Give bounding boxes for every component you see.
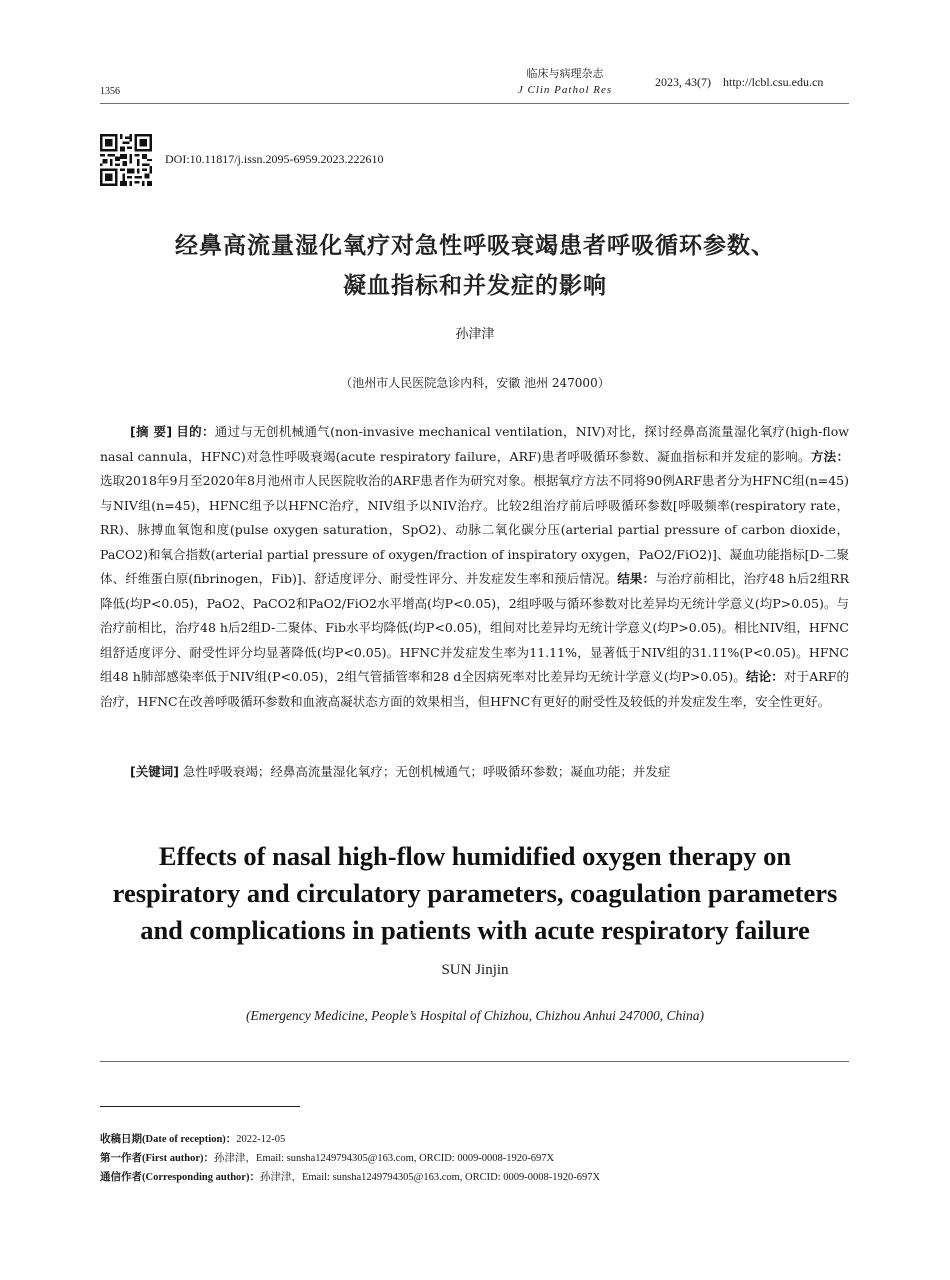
results-label: 结果： <box>617 571 656 586</box>
journal-name-cn: 临床与病理杂志 <box>526 67 604 80</box>
title-cn <box>100 226 850 306</box>
reception-value: 2022-12-05 <box>236 1134 286 1145</box>
affiliation-cn: （池州市人民医院急诊内科，安徽 池州 247000） <box>340 376 610 390</box>
footnotes <box>100 1130 600 1187</box>
title-en-line: respiratory and circulatory parameters, coagulation parameters <box>112 878 838 908</box>
header-rule <box>100 103 849 104</box>
section-rule <box>100 1061 849 1062</box>
corresponding-author-value: 孙津津，Email: sunsha1249794305@163.com, ORCID: 0009-0008-1920-697X <box>259 1172 601 1183</box>
title-en <box>80 838 870 949</box>
corresponding-author-label: 通信作者(Corresponding author)： <box>100 1172 260 1183</box>
issue-info <box>655 75 823 90</box>
footnote-first-author <box>100 1149 600 1168</box>
author-cn: 孙津津 <box>455 327 495 342</box>
abstract-label: [摘 要] <box>130 424 173 439</box>
title-en-line: and complications in patients with acute respiratory failure <box>140 915 810 945</box>
qr-code-icon <box>100 134 152 186</box>
methods-label: 方法： <box>810 448 849 464</box>
issue-number: 2023, 43(7) <box>655 75 711 89</box>
doi[interactable]: DOI:10.11817/j.issn.2095-6959.2023.222610 <box>165 152 384 166</box>
abstract <box>100 420 849 714</box>
author-en: SUN Jinjin <box>441 962 509 978</box>
keywords-label: [关键词] <box>130 764 179 779</box>
journal-name-en: J Clin Pathol Res <box>517 84 613 96</box>
title-en-line: Effects of nasal high-flow humidified oxygen therapy on <box>158 841 792 871</box>
footnote-corresponding-author <box>100 1168 600 1187</box>
footnote-rule <box>100 1106 300 1107</box>
title-cn-line: 经鼻高流量湿化氧疗对急性呼吸衰竭患者呼吸循环参数、 <box>175 233 775 259</box>
affiliation-en: (Emergency Medicine, People’s Hospital of Chizhou, Chizhou Anhui 247000, China) <box>246 1008 704 1023</box>
first-author-value: 孙津津，Email: sunsha1249794305@163.com, ORCID: 0009-0008-1920-697X <box>214 1153 555 1164</box>
keywords <box>130 762 850 780</box>
results-text: 与治疗前相比，治疗48 h后2组RR降低(均P<0.05)，PaO2、PaCO2和PaO2/FiO2水平增高(均P<0.05)，2组呼吸与循环参数对比差异均无统计学意义(均P>0.05)。与治疗前相比，治疗48 h后2组D-二聚体、Fib水平均降低(均P<0.05)，组间对比差异均无统计学意义(均P>0.05)。相比NIV组，HFNC组舒适度评分、耐受性评分均显著降低(均P<0.05)。HFNC并发症发生率为11.11%，显著低于NIV组的31.11%(P<0.05)。HFNC组48 h肺部感染率低于NIV组(P<0.05)，2组气管插管率和28 d全因病死率对比差异均无统计学意义(均P>0.05)。 <box>100 571 849 684</box>
objective-text: 通过与无创机械通气(non-invasive mechanical ventilation，NIV)对比，探讨经鼻高流量湿化氧疗(high-flow nasal cannula，HFNC)对急性呼吸衰竭(acute respiratory failure，ARF)患者呼吸循环参数、凝血指标和并发症的影响。 <box>100 424 849 464</box>
conclusion-label: 结论： <box>745 669 784 684</box>
footnote-reception <box>100 1130 600 1149</box>
objective-label: 目的： <box>176 424 215 439</box>
methods-text: 选取2018年9月至2020年8月池州市人民医院收治的ARF患者作为研究对象。根据氧疗方法不同将90例ARF患者分为HFNC组(n=45)与NIV组(n=45)，HFNC组予以HFNC治疗，NIV组予以NIV治疗。比较2组治疗前后呼吸循环参数[呼吸频率(respiratory rate，RR)、脉搏血氧饱和度(pulse oxygen saturation，SpO2)、动脉二氧化碳分压(arterial partial pressure of carbon dioxide，PaCO2)和氧合指数(arterial partial pressure of oxygen/fraction of inspiratory oxygen，PaO2/FiO2)]、凝血功能指标[D-二聚体、纤维蛋白原(fibrinogen，Fib)]、舒适度评分、耐受性评分、并发症发生率和预后情况。 <box>100 473 849 586</box>
title-cn-line: 凝血指标和并发症的影响 <box>343 273 607 299</box>
journal-name <box>490 66 640 98</box>
journal-url[interactable]: http://lcbl.csu.edu.cn <box>723 75 824 89</box>
reception-label: 收稿日期(Date of reception)： <box>100 1134 237 1145</box>
keywords-text: 急性呼吸衰竭；经鼻高流量湿化氧疗；无创机械通气；呼吸循环参数；凝血功能；并发症 <box>182 764 671 779</box>
conclusion-text: 对于ARF的治疗，HFNC在改善呼吸循环参数和血液高凝状态方面的效果相当，但HFNC有更好的耐受性及较低的并发症发生率，安全性更好。 <box>100 669 849 709</box>
page-number: 1356 <box>100 86 120 97</box>
first-author-label: 第一作者(First author)： <box>100 1153 215 1164</box>
